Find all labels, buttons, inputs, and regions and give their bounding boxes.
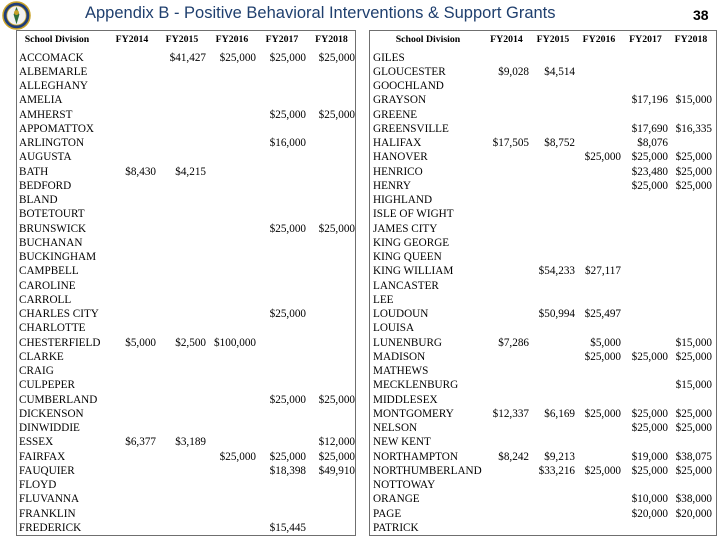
- grant-amount: $25,000: [675, 165, 712, 178]
- division-name: BOTETOURT: [19, 208, 85, 221]
- division-name: GREENE: [373, 108, 418, 121]
- grant-amount: $18,398: [269, 464, 306, 477]
- grant-amount: $25,000: [219, 51, 256, 64]
- table-row: [370, 236, 716, 250]
- grant-amount: $15,000: [675, 336, 712, 349]
- division-name: CHARLOTTE: [19, 322, 86, 335]
- division-name: HENRY: [373, 179, 411, 192]
- grant-amount: $3,189: [175, 436, 206, 449]
- table-row: [370, 435, 716, 449]
- table-row: [17, 93, 355, 107]
- right-grant-table: [369, 30, 717, 536]
- division-name: FAIRFAX: [19, 450, 66, 463]
- division-name: MIDDLESEX: [373, 393, 438, 406]
- table-row: [370, 378, 716, 392]
- virginia-seal-logo: [2, 1, 31, 30]
- division-name: LEE: [373, 293, 394, 306]
- division-name: DICKENSON: [19, 407, 84, 420]
- division-name: CRAIG: [19, 365, 54, 377]
- grant-amount: $16,335: [675, 122, 712, 135]
- table-row: [17, 321, 355, 335]
- table-row: [17, 407, 355, 421]
- table-row: [17, 364, 355, 378]
- table-row: [370, 492, 716, 506]
- grant-amount: $25,000: [318, 222, 355, 235]
- division-name: ISLE OF WIGHT: [373, 208, 454, 221]
- grant-amount: $25,000: [584, 464, 621, 477]
- table-row: [17, 521, 355, 535]
- table-row: [17, 464, 355, 478]
- division-name: KING WILLIAM: [373, 265, 454, 278]
- page-number: 38: [693, 7, 709, 23]
- table-row: [370, 93, 716, 107]
- table-row: [370, 193, 716, 207]
- table-row: [17, 507, 355, 521]
- table-row: [370, 250, 716, 264]
- table-row: [370, 393, 716, 407]
- table-row: [17, 378, 355, 392]
- division-name: PATRICK: [373, 521, 419, 534]
- division-name: BATH: [19, 165, 49, 178]
- division-name: JAMES CITY: [373, 222, 438, 235]
- grant-amount: $25,000: [631, 464, 668, 477]
- grant-amount: $54,233: [538, 265, 575, 278]
- grant-amount: $9,213: [544, 450, 575, 463]
- division-name: ACCOMACK: [19, 51, 84, 64]
- grant-amount: $25,000: [269, 308, 306, 320]
- grant-amount: $41,427: [169, 51, 206, 64]
- grant-amount: $25,000: [631, 350, 668, 363]
- column-header-fy: FY2016: [215, 34, 249, 45]
- grant-amount: $25,000: [675, 464, 712, 477]
- grant-amount: $38,075: [675, 450, 712, 463]
- grant-amount: $9,028: [498, 65, 529, 78]
- table-row: [370, 264, 716, 278]
- division-name: ESSEX: [19, 436, 54, 449]
- grant-amount: $4,215: [175, 165, 206, 178]
- division-name: GREENSVILLE: [373, 122, 449, 135]
- division-name: FREDERICK: [19, 521, 82, 534]
- table-row: [370, 464, 716, 478]
- division-name: GILES: [373, 51, 405, 64]
- division-name: KING QUEEN: [373, 251, 442, 263]
- division-name: NEW KENT: [373, 436, 431, 449]
- grant-amount: $10,000: [631, 493, 668, 506]
- grant-amount: $12,000: [318, 436, 355, 449]
- grant-amount: $25,000: [269, 450, 306, 463]
- table-row: [17, 435, 355, 449]
- table-row: [370, 321, 716, 335]
- grant-amount: $25,000: [318, 51, 355, 64]
- column-header-fy: FY2014: [490, 34, 523, 45]
- division-name: CULPEPER: [19, 379, 75, 392]
- table-row: [370, 521, 716, 535]
- grant-amount: $33,216: [538, 464, 575, 477]
- table-row: [17, 165, 355, 179]
- grant-amount: $20,000: [631, 507, 668, 520]
- column-header-fy: FY2017: [265, 34, 299, 45]
- table-row: [17, 450, 355, 464]
- division-name: GOOCHLAND: [373, 80, 444, 92]
- grant-amount: $2,500: [175, 336, 206, 349]
- division-name: MATHEWS: [373, 365, 429, 377]
- column-header-fy: FY2017: [629, 34, 662, 45]
- column-header-fy: FY2018: [674, 34, 708, 45]
- grant-amount: $25,000: [269, 51, 306, 64]
- division-name: BUCKINGHAM: [19, 251, 97, 263]
- table-row: [17, 478, 355, 492]
- division-name: FAUQUIER: [19, 464, 75, 477]
- grant-amount: $25,000: [584, 151, 621, 164]
- division-name: NELSON: [373, 422, 418, 434]
- division-name: GLOUCESTER: [373, 65, 446, 78]
- grant-amount: $25,000: [631, 422, 668, 434]
- table-header-row: [17, 33, 355, 47]
- grant-amount: $25,497: [584, 308, 621, 320]
- grant-amount: $25,000: [631, 407, 668, 420]
- table-row: [17, 136, 355, 150]
- table-row: [17, 279, 355, 293]
- column-header-school-division: School Division: [24, 34, 90, 45]
- grant-amount: $17,690: [631, 122, 668, 135]
- grant-amount: $15,000: [675, 379, 712, 392]
- division-name: LOUISA: [373, 322, 415, 335]
- grant-amount: $17,196: [631, 94, 668, 107]
- division-name: BLAND: [19, 194, 58, 206]
- table-row: [370, 450, 716, 464]
- table-row: [370, 122, 716, 136]
- division-name: CHARLES CITY: [19, 308, 99, 320]
- grant-amount: $25,000: [269, 222, 306, 235]
- grant-amount: $16,000: [269, 137, 306, 149]
- table-row: [370, 478, 716, 492]
- table-row: [17, 492, 355, 506]
- division-name: CAROLINE: [19, 279, 76, 292]
- division-name: AMELIA: [19, 94, 63, 107]
- grant-amount: $25,000: [675, 179, 712, 192]
- grant-amount: $6,377: [125, 436, 156, 449]
- division-name: LOUDOUN: [373, 308, 429, 320]
- division-name: CUMBERLAND: [19, 393, 98, 406]
- grant-amount: $49,910: [318, 464, 355, 477]
- table-row: [370, 421, 716, 435]
- division-name: MECKLENBURG: [373, 379, 459, 392]
- grant-amount: $19,000: [631, 450, 668, 463]
- column-header-fy: FY2014: [115, 34, 149, 45]
- grant-amount: $25,000: [584, 350, 621, 363]
- grant-amount: $25,000: [584, 407, 621, 420]
- grant-amount: $7,286: [498, 336, 529, 349]
- table-row: [370, 507, 716, 521]
- table-row: [17, 193, 355, 207]
- division-name: HANOVER: [373, 151, 428, 164]
- division-name: CHESTERFIELD: [19, 336, 101, 349]
- division-name: NOTTOWAY: [373, 479, 436, 491]
- grant-amount: $27,117: [585, 265, 621, 278]
- division-name: FRANKLIN: [19, 507, 76, 520]
- division-name: MONTGOMERY: [373, 407, 454, 420]
- division-name: KING GEORGE: [373, 236, 450, 249]
- grant-amount: $25,000: [631, 151, 668, 164]
- grant-amount: $6,169: [544, 407, 575, 420]
- grant-amount: $8,242: [498, 450, 529, 463]
- table-row: [17, 236, 355, 250]
- table-row: [370, 279, 716, 293]
- division-name: BRUNSWICK: [19, 222, 87, 235]
- grant-amount: $25,000: [631, 179, 668, 192]
- division-name: HIGHLAND: [373, 194, 433, 206]
- division-name: ARLINGTON: [19, 137, 85, 149]
- grant-amount: $17,505: [492, 137, 529, 149]
- division-name: NORTHUMBERLAND: [373, 464, 482, 477]
- table-row: [370, 65, 716, 79]
- division-name: CAMPBELL: [19, 265, 79, 278]
- division-name: FLOYD: [19, 479, 57, 491]
- column-header-fy: FY2015: [165, 34, 199, 45]
- table-row: [370, 364, 716, 378]
- division-name: AUGUSTA: [19, 151, 72, 164]
- grant-amount: $4,514: [544, 65, 575, 78]
- grant-amount: $23,480: [631, 165, 668, 178]
- grant-amount: $12,337: [492, 407, 529, 420]
- table-row: [17, 393, 355, 407]
- division-name: BEDFORD: [19, 179, 72, 192]
- table-row: [17, 207, 355, 221]
- left-grant-table: [16, 30, 356, 536]
- table-row: [370, 407, 716, 421]
- table-row: [17, 108, 355, 122]
- grant-amount: $25,000: [318, 450, 355, 463]
- table-row: [17, 51, 355, 65]
- grant-amount: $25,000: [675, 151, 712, 164]
- grant-amount: $100,000: [214, 336, 256, 349]
- table-row: [17, 350, 355, 364]
- grant-amount: $8,076: [637, 137, 668, 149]
- grant-amount: $5,000: [590, 336, 621, 349]
- division-name: DINWIDDIE: [19, 422, 80, 434]
- grant-amount: $8,430: [125, 165, 156, 178]
- division-name: LUNENBURG: [373, 336, 442, 349]
- table-header-row: [370, 33, 716, 47]
- column-header-fy: FY2015: [536, 34, 570, 45]
- division-name: CARROLL: [19, 293, 72, 306]
- column-header-fy: FY2016: [582, 34, 616, 45]
- table-row: [370, 207, 716, 221]
- division-name: HENRICO: [373, 165, 423, 178]
- division-name: HALIFAX: [373, 137, 422, 149]
- column-header-school-division: School Division: [395, 34, 461, 45]
- grant-amount: $25,000: [675, 350, 712, 363]
- division-name: CLARKE: [19, 350, 64, 363]
- grant-amount: $25,000: [219, 450, 256, 463]
- division-name: NORTHAMPTON: [373, 450, 458, 463]
- division-name: MADISON: [373, 350, 426, 363]
- division-name: AMHERST: [19, 108, 73, 121]
- table-row: [17, 250, 355, 264]
- table-row: [370, 179, 716, 193]
- grant-amount: $15,445: [269, 521, 306, 534]
- table-row: [370, 79, 716, 93]
- table-row: [17, 222, 355, 236]
- page-title: Appendix B - Positive Behavioral Interventions & Support Grants: [85, 4, 556, 22]
- column-header-fy: FY2018: [315, 34, 348, 45]
- grant-amount: $8,752: [544, 137, 575, 149]
- division-name: APPOMATTOX: [19, 122, 95, 135]
- table-row: [17, 264, 355, 278]
- table-row: [370, 51, 716, 65]
- table-row: [370, 165, 716, 179]
- table-row: [17, 150, 355, 164]
- table-row: [17, 79, 355, 93]
- grant-amount: $25,000: [318, 393, 355, 406]
- table-row: [17, 336, 355, 350]
- table-row: [370, 136, 716, 150]
- table-row: [370, 293, 716, 307]
- division-name: FLUVANNA: [19, 493, 80, 506]
- grant-amount: $5,000: [125, 336, 156, 349]
- table-row: [370, 307, 716, 321]
- table-row: [370, 336, 716, 350]
- grant-amount: $25,000: [269, 108, 306, 121]
- table-row: [370, 350, 716, 364]
- table-row: [17, 293, 355, 307]
- table-row: [370, 222, 716, 236]
- division-name: GRAYSON: [373, 94, 427, 107]
- table-row: [370, 108, 716, 122]
- grant-amount: $50,994: [538, 308, 575, 320]
- table-row: [17, 421, 355, 435]
- division-name: ORANGE: [373, 493, 420, 506]
- division-name: BUCHANAN: [19, 236, 83, 249]
- grant-amount: $25,000: [318, 108, 355, 121]
- division-name: LANCASTER: [373, 279, 439, 292]
- grant-amount: $15,000: [675, 94, 712, 107]
- table-row: [17, 307, 355, 321]
- table-row: [17, 179, 355, 193]
- grant-amount: $25,000: [675, 422, 712, 434]
- division-name: PAGE: [373, 507, 402, 520]
- table-row: [17, 122, 355, 136]
- grant-amount: $25,000: [269, 393, 306, 406]
- grant-amount: $38,000: [675, 493, 712, 506]
- table-row: [17, 65, 355, 79]
- grant-amount: $20,000: [675, 507, 712, 520]
- division-name: ALLEGHANY: [19, 80, 88, 92]
- table-row: [370, 150, 716, 164]
- grant-amount: $25,000: [675, 407, 712, 420]
- division-name: ALBEMARLE: [19, 65, 88, 78]
